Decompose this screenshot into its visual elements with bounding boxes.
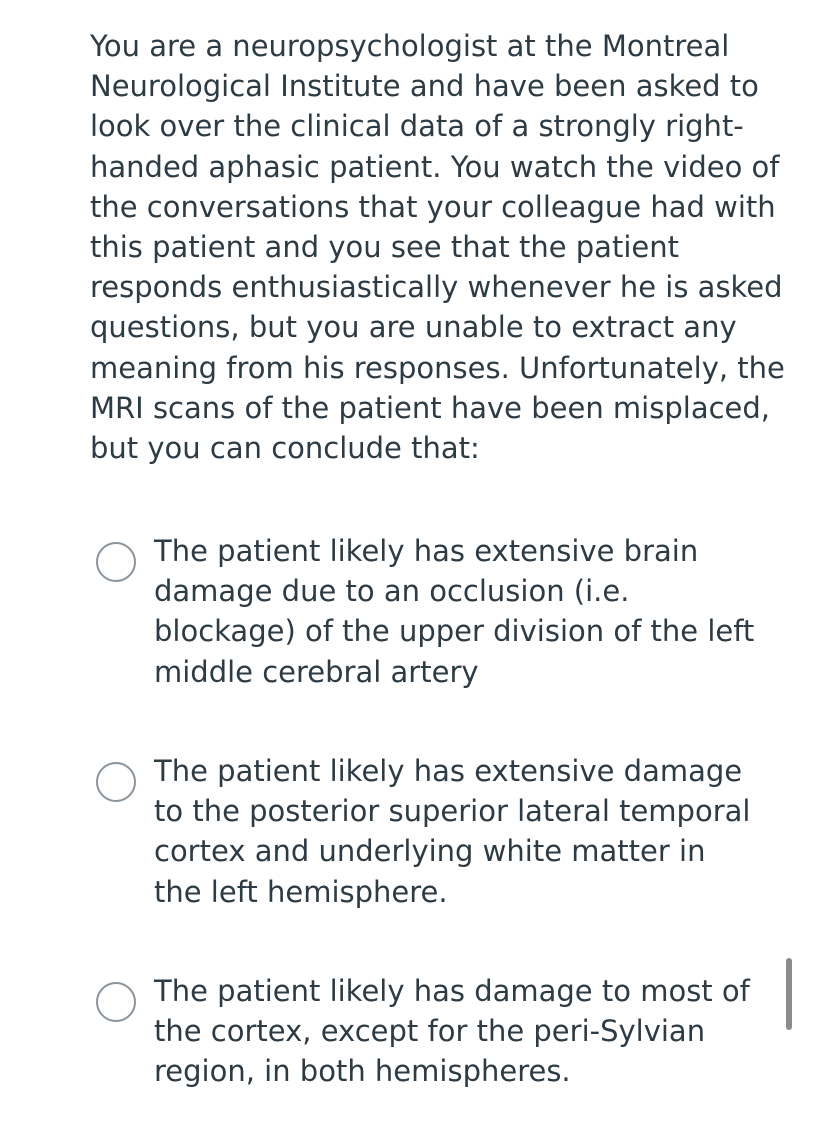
answer-option-1[interactable]	[96, 531, 776, 692]
question-text: You are a neuropsychologist at the Montreal Neurological Institute and have been asked to look over the clinical data of a strongly right- handed aphasic patient. You watch the video of the conversations that your colleague had with this patient and you see that the patient responds enthusiastically whenever he is asked questions, but you are unable to extract any meaning from his responses. Unfortunately, the MRI scans of the patient have been misplaced, but you can conclude that:	[90, 29, 785, 466]
answer-option-3[interactable]	[96, 971, 776, 1092]
radio-button-icon[interactable]	[96, 762, 136, 802]
radio-button-icon[interactable]	[96, 982, 136, 1022]
answer-option-label: The patient likely has extensive damage to the posterior superior lateral temporal cortex and underlying white matter in the left hemisphere.	[154, 754, 751, 909]
answer-option-label: The patient likely has extensive brain damage due to an occlusion (i.e. blockage) of the upper division of the left middle cerebral artery	[154, 534, 755, 689]
answer-option-label: The patient likely has damage to most of the cortex, except for the peri-Sylvian region, in both hemispheres.	[154, 974, 750, 1089]
radio-button-icon[interactable]	[96, 542, 136, 582]
scrollbar-thumb[interactable]	[786, 958, 792, 1030]
answer-option-2[interactable]	[96, 751, 776, 912]
